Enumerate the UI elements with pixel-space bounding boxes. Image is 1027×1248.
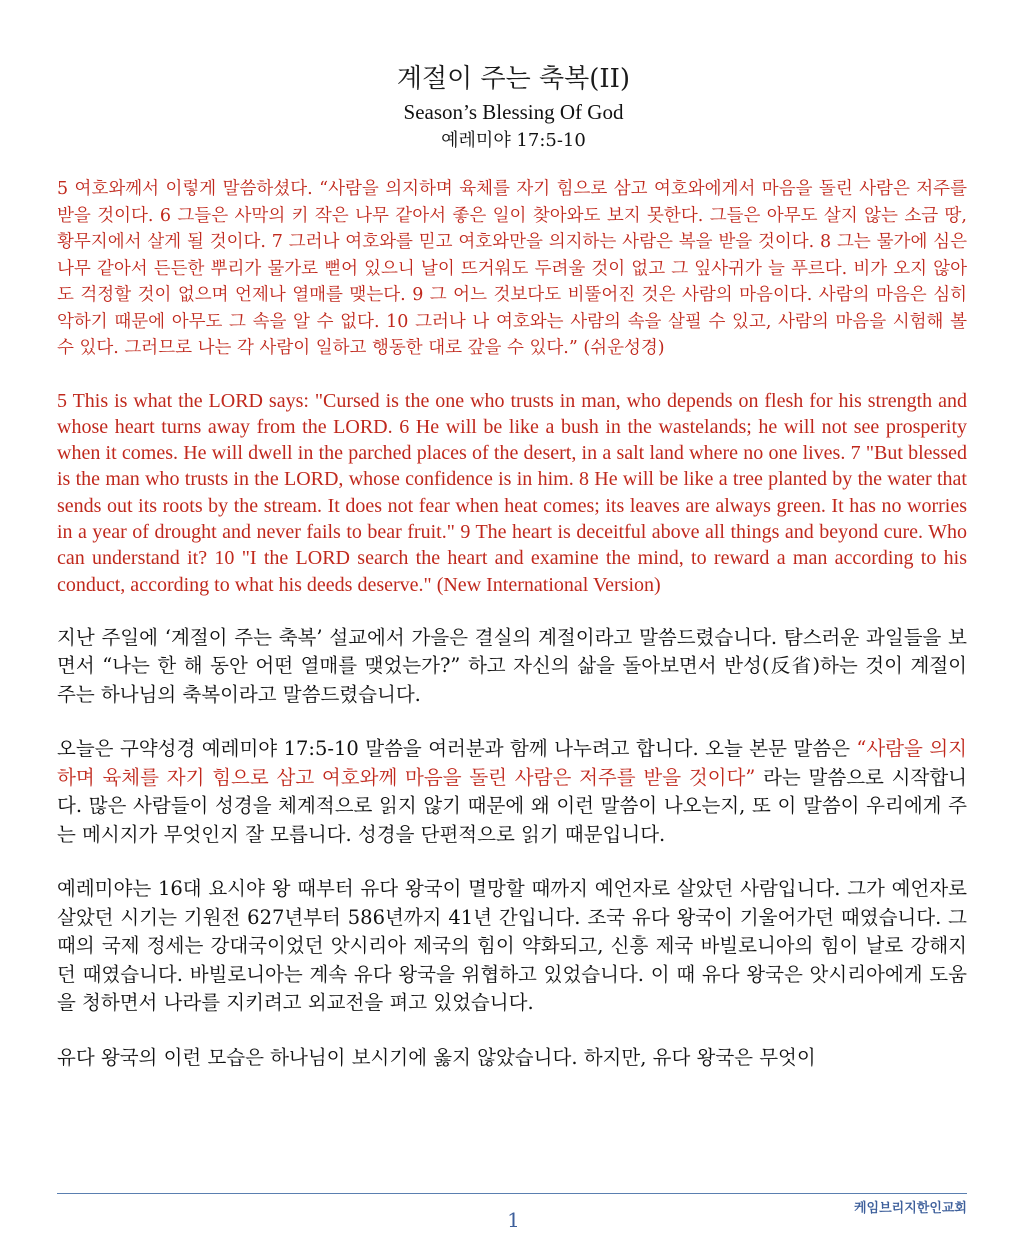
page-title: 계절이 주는 축복(II): [396, 64, 631, 94]
sermon-paragraph-3: 예레미야는 16대 요시야 왕 때부터 유다 왕국이 멸망할 때까지 예언자로 살았던 사람입니다. 그가 예언자로 살았던 시기는 기원전 627년부터 586년까지 41년 간입니다. 조국 유다 왕국이 기울어가던 때였습니다. 그 때의 국제 정세는 강대국이었던 앗시리아 제국의 힘이 약화되고, 신흥 제국 바빌로니아의 힘이 날로 강해지던 때였습니다. 바빌로니아는 계속 유다 왕국을 위협하고 있었습니다. 이 때 유다 왕국은 앗시리아에게 도움을 청하면서 나라를 지키려고 외교전을 펴고 있었습니다.: [57, 877, 967, 1015]
sermon-p2-end: 라는 말씀으로 시작합니다. 많은 사람들이 성경을 체계적으로 읽지 않기 때문에 왜 이런 말씀이 나오는지, 또 이 말씀이 우리에게 주는 메시지가 무엇인지 잘 모릅니다. 성경을 단편적으로 읽기 때문입니다.: [57, 765, 967, 846]
scripture-english: 5 This is what the LORD says: "Cursed is the one who trusts in man, who depends on flesh for his strength and whose heart turns away from the LORD. 6 He will be like a bush in the wastelands; he will not see prosperity when it comes. He will dwell in the parched places of the desert, in a salt land where no one lives. 7 "But blessed is the man who trusts in the LORD, whose confidence is in him. 8 He will be like a tree planted by the water that sends out its roots by the stream. It does not fear when heat comes; its leaves are always green. It has no worries in a year of drought and never fails to bear fruit." 9 The heart is deceitful above all things and beyond cure. Who can understand it? 10 "I the LORD search the heart and examine the mind, to reward a man according to his conduct, according to what his deeds deserve." (New International Version): [57, 389, 967, 596]
document-body: [57, 176, 967, 1072]
page-number: 1: [507, 1208, 520, 1232]
church-name: 케임브리지한인교회: [853, 1201, 967, 1216]
sermon-paragraph-4: 유다 왕국의 이런 모습은 하나님이 보시기에 옳지 않았습니다. 하지만, 유다 왕국은 무엇이: [57, 1045, 816, 1069]
sermon-p2-quote: “사람을 의지하며 육체를 자기 힘으로 삼고 여호와께 마음을 돌린 사람은 저주를 받을 것이다”: [57, 737, 967, 789]
sermon-p2-start: 오늘은 구약성경 예레미야 17:5-10 말씀을 여러분과 함께 나누려고 합니다. 오늘 본문 말씀은: [57, 737, 857, 761]
page-subtitle: Season’s Blessing Of God: [403, 100, 624, 124]
sermon-paragraph-1: 지난 주일에 ‘계절이 주는 축복’ 설교에서 가을은 결실의 계절이라고 말씀드렸습니다. 탐스러운 과일들을 보면서 “나는 한 해 동안 어떤 열매를 맺었는가?” 하고 자신의 삶을 돌아보면서 반성(反省)하는 것이 계절이 주는 하나님의 축복이라고 말씀드렸습니다.: [57, 625, 967, 706]
scripture-korean: 5 여호와께서 이렇게 말씀하셨다. “사람을 의지하며 육체를 자기 힘으로 삼고 여호와에게서 마음을 돌린 사람은 저주를 받을 것이다. 6 그들은 사막의 키 작은 나무 같아서 좋은 일이 찾아와도 보지 못한다. 그들은 아무도 살지 않는 소금 땅, 황무지에서 살게 될 것이다. 7 그러나 여호와를 믿고 여호와만을 의지하는 사람은 복을 받을 것이다. 8 그는 물가에 심은 나무 같아서 든든한 뿌리가 물가로 뻗어 있으니 날이 뜨거워도 두려울 것이 없고 그 잎사귀가 늘 푸르다. 비가 오지 않아도 걱정할 것이 없으며 언제나 열매를 맺는다. 9 그 어느 것보다도 비뚤어진 것은 사람의 마음이다. 사람의 마음은 심히 악하기 때문에 아무도 그 속을 알 수 없다. 10 그러나 나 여호와는 사람의 속을 살필 수 있고, 사람의 마음을 시험해 볼 수 있다. 그러므로 나는 각 사람이 일하고 행동한 대로 갚을 수 있다.” (쉬운성경): [57, 179, 967, 358]
footer-divider: [57, 1193, 967, 1194]
scripture-reference: 예레미야 17:5-10: [441, 130, 586, 151]
sermon-paragraph-2: [57, 735, 967, 849]
header: [0, 62, 1027, 154]
